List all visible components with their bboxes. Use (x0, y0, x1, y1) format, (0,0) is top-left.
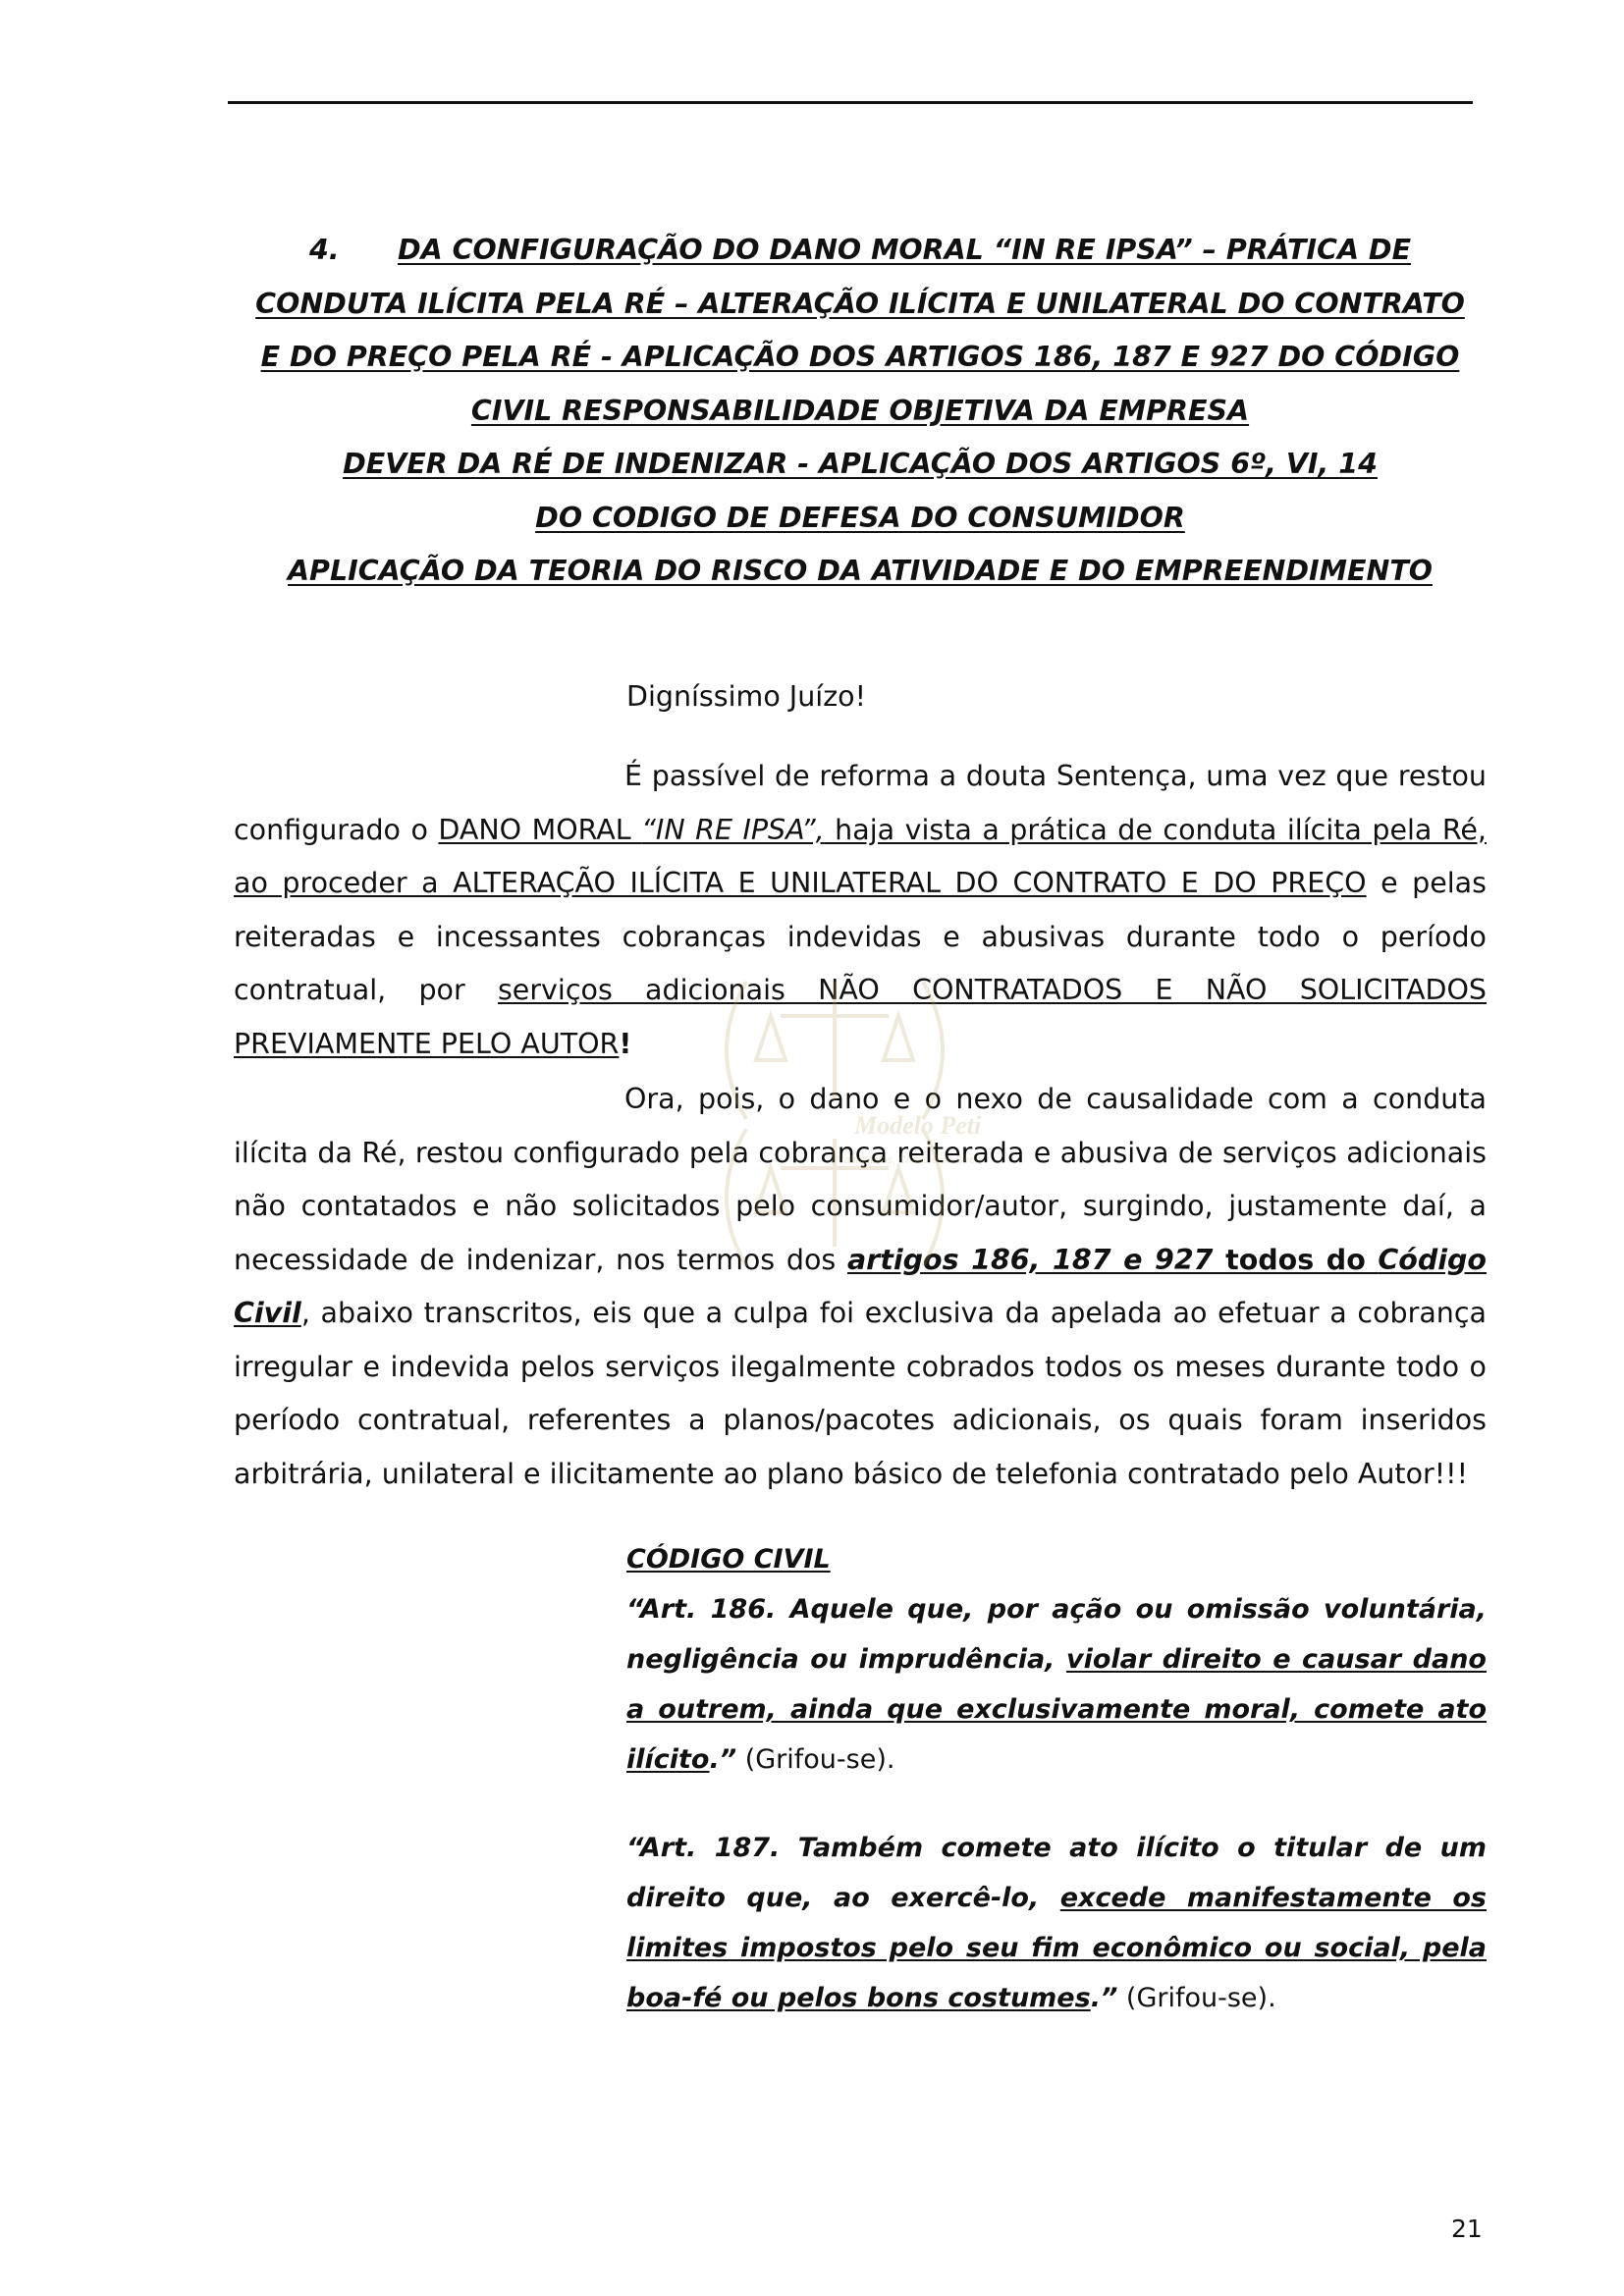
citation-title: CÓDIGO CIVIL (626, 1544, 831, 1575)
paragraph-1 (234, 750, 1487, 1071)
p1-dano-moral: DANO MORAL (438, 813, 642, 846)
heading-line-7: APLICAÇÃO DA TEORIA DO RISCO DA ATIVIDADE E DO EMPREENDIMENTO (288, 555, 1433, 587)
p1-exclamation: ! (619, 1027, 632, 1060)
p2-codigo-civil: Código Civil (234, 1243, 1487, 1329)
art-187-close: .” (1090, 1983, 1118, 2013)
p2-text-1: Ora, pois, o dano e o nexo de causalidade com a conduta ilícita da Ré, restou configurado pela cobrança reiterada e abusiva de serviços adicionais não contatados e não solicitados pelo consumidor/autor, surgindo, justamente daí, a necessidade de indenizar, nos termos dos (234, 1083, 1487, 1276)
p2-artigos: artigos 186, 187 e 927 (846, 1243, 1214, 1276)
art-186-text: “Art. 186. Aquele que, por ação ou omissão voluntária, negligência ou imprudência, (626, 1594, 1487, 1675)
heading-line-1-text: DA CONFIGURAÇÃO DO DANO MORAL “IN RE IPSA” – PRÁTICA DE (397, 234, 1412, 266)
heading-line-1 (234, 224, 1487, 278)
p1-text-2: e pelas reiteradas e incessantes cobranças indevidas e abusivas durante todo o período contratual, por (234, 867, 1487, 1006)
citation-art-186 (626, 1534, 1487, 1785)
art-186-grifo: (Grifou-se). (736, 1744, 895, 1775)
header-rule (228, 101, 1473, 104)
citation-art-187 (626, 1823, 1487, 2023)
salutation: Digníssimo Juízo! (626, 680, 867, 713)
art-187-grifo: (Grifou-se). (1117, 1983, 1276, 2013)
p1-servicos-adicionais: serviços adicionais NÃO CONTRATADOS E NÃO SOLICITADOS PREVIAMENTE PELO AUTOR (234, 974, 1487, 1060)
p2-text-2: , abaixo transcritos, eis que a culpa foi exclusiva da apelada ao efetuar a cobrança irregular e indevida pelos serviços ilegalmente cobrados todos os meses durante todo o período contratual, referentes a planos/pacotes adicionais, os quais foram inseridos arbitrária, unilateral e ilicitamente ao plano básico de telefonia contratado pelo Autor!!! (234, 1297, 1487, 1490)
watermark-title: Modelo Peti (854, 1111, 982, 1140)
section-heading (234, 224, 1487, 599)
heading-line-4: CIVIL RESPONSABILIDADE OBJETIVA DA EMPRESA (470, 394, 1250, 427)
heading-line-6: DO CODIGO DE DEFESA DO CONSUMIDOR (535, 501, 1185, 534)
p1-alteracao: haja vista a prática de conduta ilícita pela Ré, ao proceder a ALTERAÇÃO ILÍCITA E UNILATERAL DO CONTRATO E DO PREÇO (234, 813, 1487, 899)
art-187-text: “Art. 187. Também comete ato ilícito o titular de um direito que, ao exercê-lo, (626, 1833, 1487, 1913)
heading-line-5: DEVER DA RÉ DE INDENIZAR - APLICAÇÃO DOS ARTIGOS 6º, VI, 14 (343, 448, 1378, 480)
p1-in-re-ipsa: “IN RE IPSA”, (641, 813, 825, 846)
p2-todos-do: todos do (1213, 1243, 1379, 1276)
art-186-close: .” (709, 1744, 737, 1775)
art-186-underlined: violar direito e causar dano a outrem, ainda que exclusivamente moral, comete ato ilícito (626, 1644, 1487, 1775)
art-187-underlined: excede manifestamente os limites impostos pelo seu fim econômico ou social, pela boa-fé ou pelos bons costumes (626, 1883, 1487, 2013)
p1-text-1: É passível de reforma a douta Sentença, uma vez que restou configurado o (234, 760, 1487, 846)
heading-number: 4. (308, 234, 340, 266)
watermark-subtitle: Trabalhistas, Cíveis e do Direit (835, 1154, 981, 1166)
paragraph-2 (234, 1073, 1487, 1501)
heading-line-2: CONDUTA ILÍCITA PELA RÉ – ALTERAÇÃO ILÍCITA E UNILATERAL DO CONTRATO (255, 287, 1465, 320)
page-number: 21 (1451, 2215, 1483, 2243)
heading-line-3: E DO PREÇO PELA RÉ - APLICAÇÃO DOS ARTIGOS 186, 187 E 927 DO CÓDIGO (260, 341, 1460, 373)
